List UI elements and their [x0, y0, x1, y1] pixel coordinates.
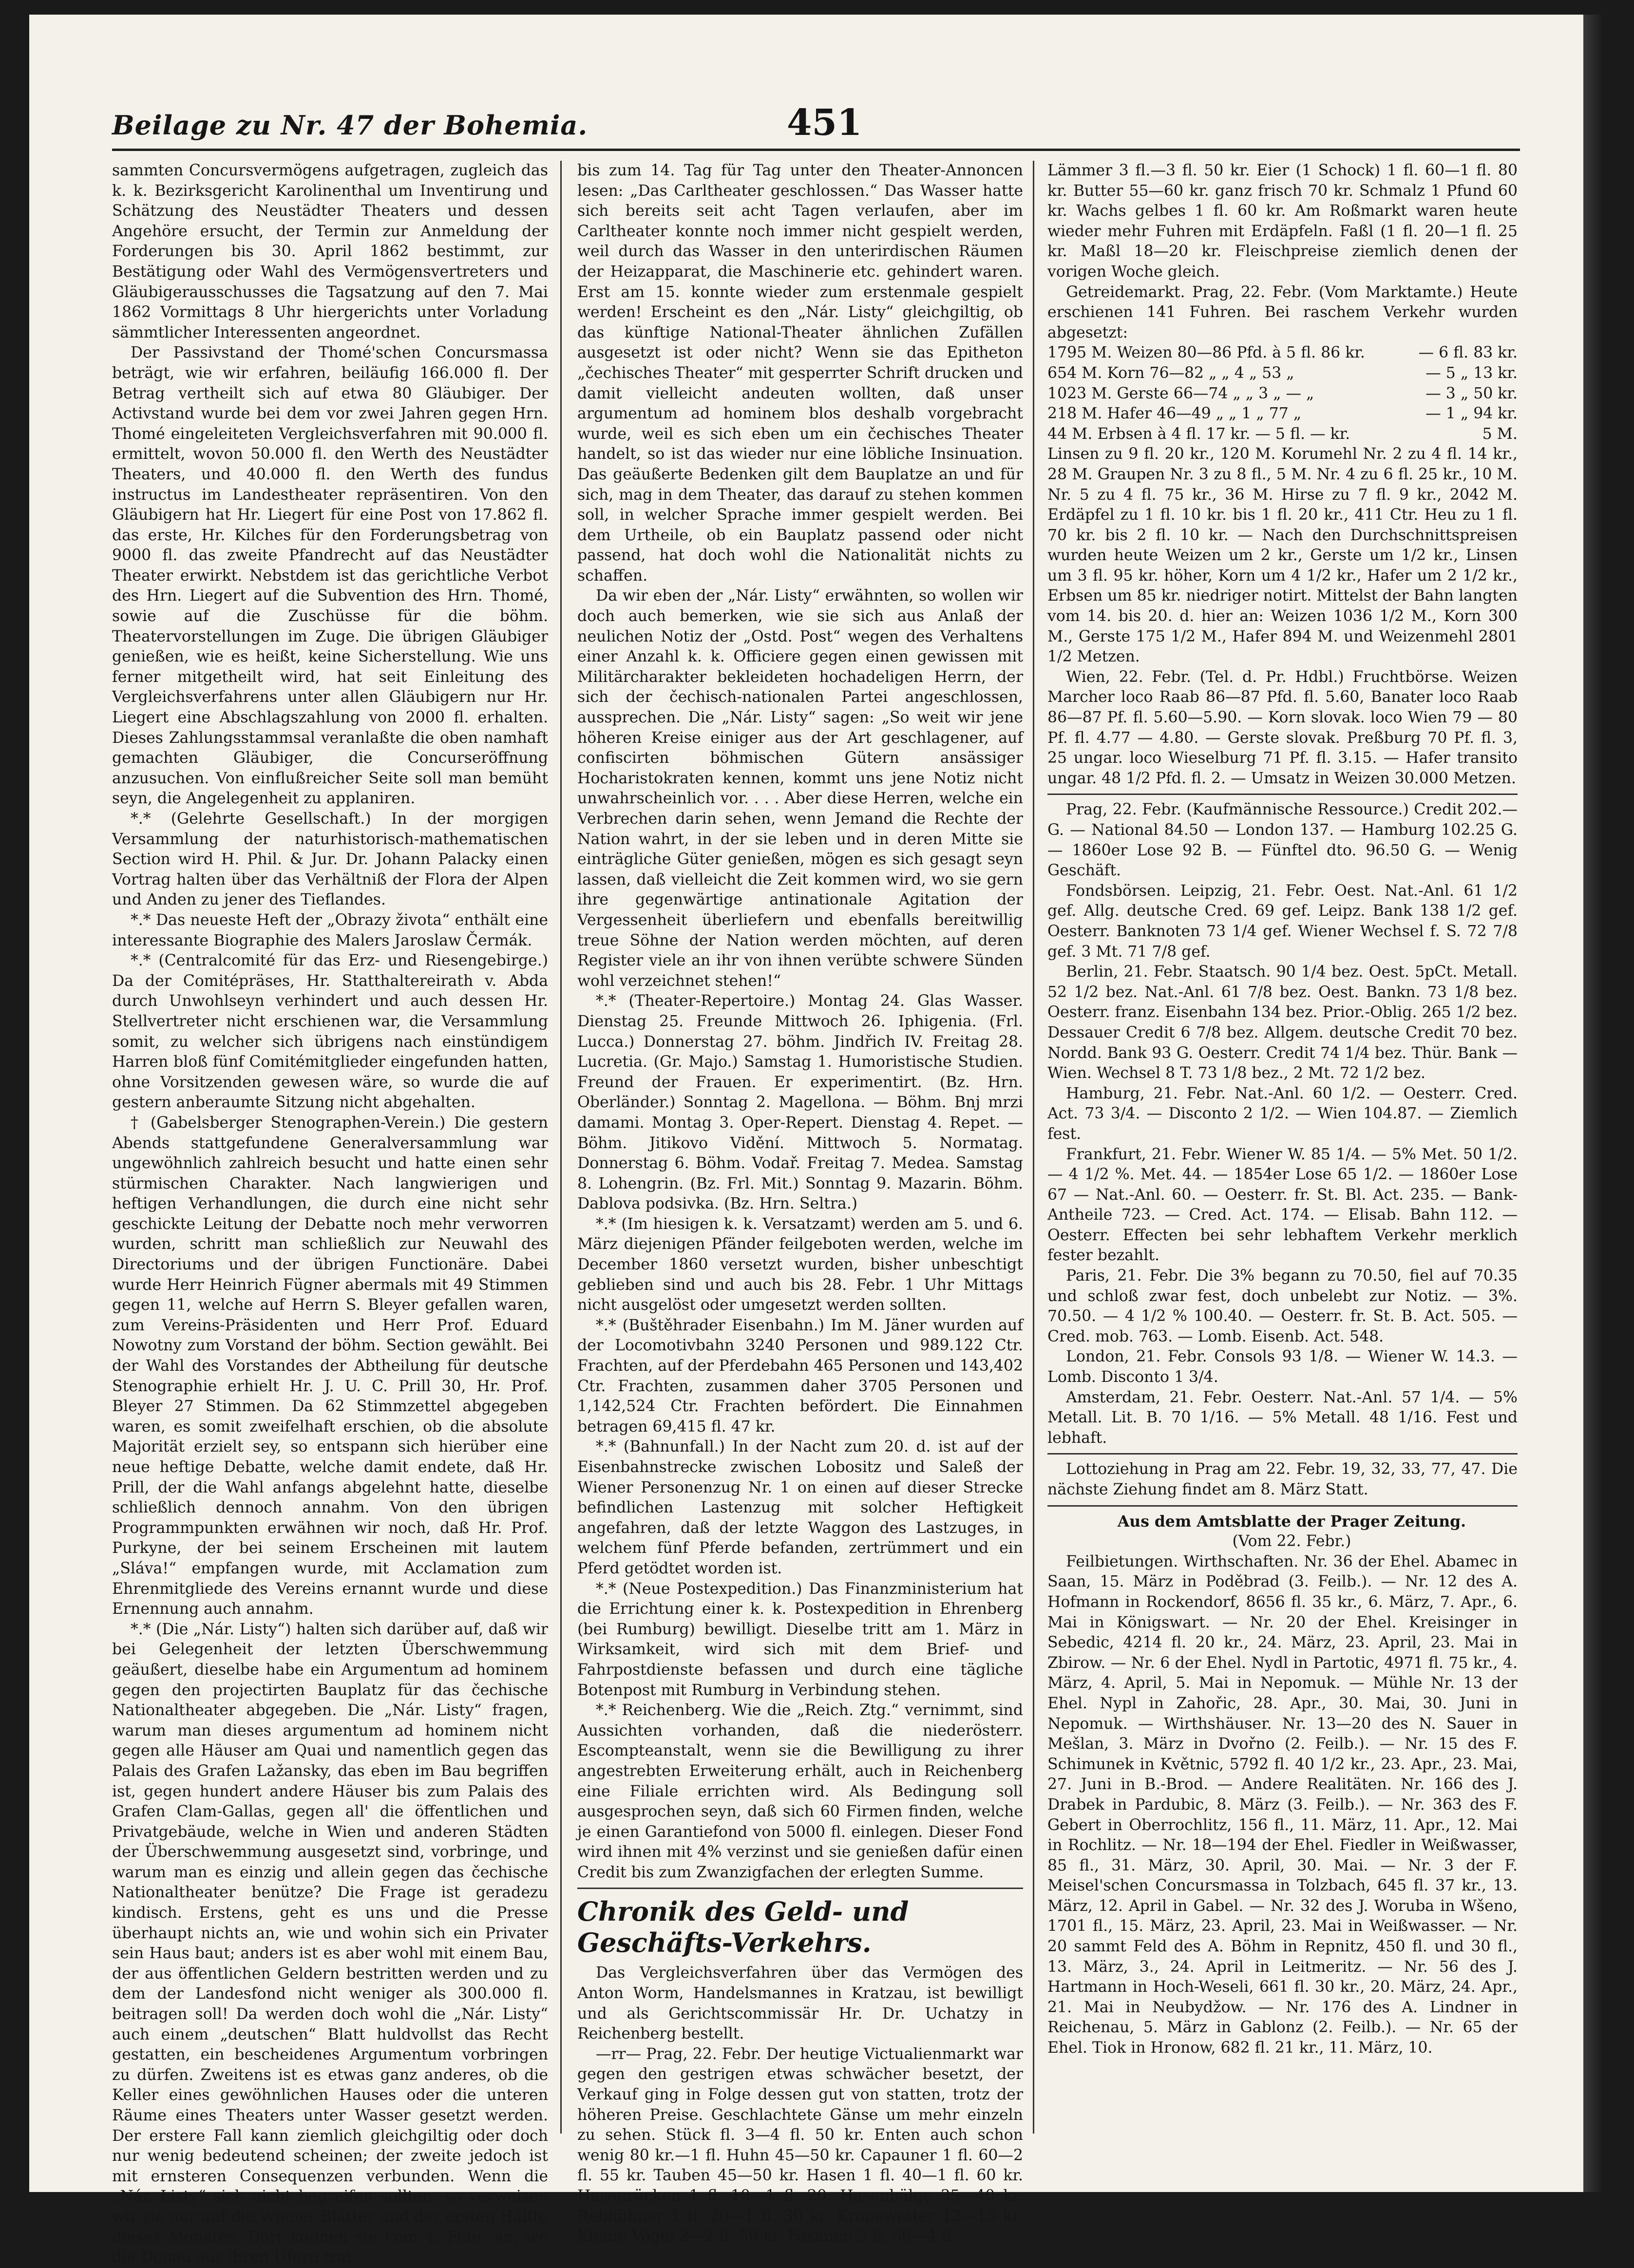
article-paragraph: Paris, 21. Febr. Die 3% begann zu 70.50, fiel auf 70.35 und schloß zwar fest, doch unbelebt zur Notiz. — 3%. 70.50. — 4 1/2 % 100.40. — Oesterr. fr. St. B. Act. 505. — Cred. mob. 763. — Lomb. Eisenb. Act. 548.	[1047, 1267, 1518, 1345]
article-paragraph: Lämmer 3 fl.—3 fl. 50 kr. Eier (1 Schock) 1 fl. 60—1 fl. 80 kr. Butter 55—60 kr. ganz frisch 70 kr. Schmalz 1 Pfund 60 kr. Wachs gelbes 1 fl. 60 kr. Am Roßmarkt waren heute wieder mehr Fuhren mit Erdäpfeln. Faßl (1 fl. 20—1 fl. 25 kr. Maßl 18—20 kr. Fleischpreise ziemlich denen der vorigen Woche gleich.	[1047, 162, 1518, 281]
article-paragraph: *.* (Buštěhrader Eisenbahn.) Im M. Jäner wurden auf der Locomotivbahn 3240 Personen und 989.122 Ctr. Frachten, auf der Pferdebahn 465 Personen und 143,402 Ctr. Frachten, zusammen daher 3705 Personen und 1,142,524 Ctr. Frachten befördert. Die Einnahmen betragen 69,415 fl. 47 kr.	[577, 1316, 1023, 1436]
article-paragraph: Feilbietungen. Wirthschaften. Nr. 36 der Ehel. Abamec in Saan, 15. März in Poděbrad (3. Feilb.). — Nr. 12 des A. Hofmann in Rockendorf, 8656 fl. 35 kr., 6. März, 7. Apr., 6. Mai in Königswart. — Nr. 20 der Ehel. Kreisinger in Sebedic, 4214 fl. 20 kr., 24. März, 23. April, 23. Mai in Zbirow. — Nr. 6 der Ehel. Nydl in Partotic, 4971 fl. 75 kr., 4. März, 4. April, 5. Mai in Nepomuk. — Mühle Nr. 13 der Ehel. Nypl in Zahořic, 28. Apr., 30. Mai, 30. Juni in Nepomuk. — Wirthshäuser. Nr. 13—20 des N. Sauer in Mešlan, 3. März in Dvořno (2. Feilb.). — Nr. 15 des F. Schimunek in Květnic, 5792 fl. 40 1/2 kr., 23. Apr., 23. Mai, 27. Juni in B.-Brod. — Andere Realitäten. Nr. 166 des J. Drabek in Pardubic, 8. März (3. Feilb.). — Nr. 363 des F. Gebert in Oberrochlitz, 156 fl., 11. März, 11. Apr., 12. Mai in Rochlitz. — Nr. 18—194 der Ehel. Fiedler in Weißwasser, 85 fl., 31. März, 30. April, 30. Mai. — Nr. 3 der F. Meisel'schen Concursmassa in Tolzbach, 645 fl. 37 kr., 13. März, 12. April in Gabel. — Nr. 32 des J. Woruba in Wšeno, 1701 fl., 15. März, 23. April, 23. Mai in Weißwasser. — Nr. 20 sammt Feld des A. Böhm in Repnitz, 450 fl. und 30 fl., 13. März, 3., 24. April in Leitmeritz. — Nr. 56 des J. Hartmann in Hoch-Weseli, 661 fl. 30 kr., 20. März, 24. Apr., 21. Mai in Neubydžow. — Nr. 176 des A. Lindner in Reichenau, 5. März in Gablonz (2. Feilb.). — Nr. 65 der Ehel. Tiok in Hronow, 682 fl. 21 kr., 11. März, 10.	[1047, 1552, 1518, 2057]
page-edge-shadow	[1583, 15, 1603, 2192]
section-title: Chronik des Geld- und Geschäfts-Verkehrs.	[577, 1896, 909, 1959]
article-paragraph: —rr— Prag, 22. Febr. Der heutige Victualienmarkt war gegen den gestrigen etwas schwächer besetzt, der Verkauf ging in Folge dessen gut von statten, trotz der höheren Preise. Geschlachtete Gänse um mehr einzeln zu sehen. Stück fl. 3—4 fl. 50 kr. Enten auch schon wenig 80 kr.—1 fl. Huhn 45—50 kr. Capauner 1 fl. 60—2 fl. 55 kr. Tauben 45—50 kr. Hasen 1 fl. 40—1 fl. 60 kr. Hasenrücken 1 fl. 10—1 fl. 20. Hasenbälge 35—40 kr. Rebhühner 1 fl. 20—1 fl. 30 kr. Kronewetter 12—15 kr. Kleine Vögel 2—2 fl. 50 kr. Fasanen 3 fl. 50—4 fl.	[577, 2045, 1023, 2246]
table-row	[1047, 363, 1518, 384]
section-divider	[1047, 1453, 1518, 1455]
article-paragraph: Wien, 22. Febr. (Tel. d. Pr. Hdbl.) Fruchtbörse. Weizen Marcher loco Raab 86—87 Pfd. fl. 5.60, Banater loco Raab 86—87 Pf. fl. 5.60—5.90. — Korn slovak. loco Wien 79 — 80 Pf. fl. 4.77 — 4.80. — Gerste slovak. Preßburg 70 Pf. fl. 3, 25 ungar. loco Wieselburg 71 Pf. fl. 3.15. — Hafer transito ungar. 48 1/2 Pfd. fl. 2. — Umsatz in Weizen 30.000 Metzen.	[1047, 668, 1518, 787]
column-rule	[1033, 161, 1034, 2134]
article-paragraph: London, 21. Febr. Consols 93 1/8. — Wiener W. 14.3. — Lomb. Disconto 1 3/4.	[1047, 1348, 1518, 1386]
article-paragraph: Da wir eben der „Nár. Listy“ erwähnten, so wollen wir doch auch bemerken, wie sie sich aus Anlaß der neulichen Notiz der „Ostd. Post“ wegen des Verhaltens einer Anzahl k. k. Officiere gegen einen gewissen mit Militärcharakter bekleideten hochadeligen Herrn, der sich der čechisch-nationalen Partei angeschlossen, aussprechen. Die „Nár. Listy“ sagen: „So weit wir jene höheren Kreise einiger aus der Art geschlagener, auf confiscirten böhmischen Gütern ansässiger Hocharistokraten kennen, kommt uns jene Notiz nicht unwahrscheinlich vor. . . . Aber diese Herren, welche ein Verbrechen darin sehen, wenn Jemand die Rechte der Nation wahrt, in der sie leben und in deren Mitte sie einträgliche Güter genießen, mögen es sich gesagt seyn lassen, daß vielleicht die Zeit kommen wird, wo sie gern ihre gegenwärtige antinationale Agitation der Vergessenheit überliefern und ebenfalls bereitwillig treue Söhne der Nation werden möchten, auf deren Register viele an ihr von ihnen verübte schwere Sünden wohl verzeichnet stehen!“	[577, 587, 1023, 990]
running-head: Beilage zu Nr. 47 der Bohemia.	[112, 110, 588, 141]
article-paragraph: sammten Concursvermögens aufgetragen, zugleich das k. k. Bezirksgericht Karolinenthal um Inventirung und Schätzung des Neustädter Theaters und dessen Angehöre ersucht, der Termin zur Anmeldung der Forderungen bis 30. April 1862 bestimmt, zur Bestätigung oder Wahl des Vermögensvertreters und Gläubigerausschusses die Tagsatzung auf den 7. Mai 1862 Vormittags 8 Uhr hiergerichts unter Vorladung sämmtlicher Interessenten angeordnet.	[112, 162, 548, 341]
table-row	[1047, 424, 1518, 445]
grain-row-left: 654 M. Korn 76—82 „ „ 4 „ 53 „	[1047, 364, 1294, 382]
grain-row-right: — 6 fl. 83 kr.	[1418, 344, 1518, 362]
grain-row-left: 1795 M. Weizen 80—86 Pfd. à 5 fl. 86 kr.	[1047, 344, 1365, 362]
grain-price-table	[1047, 343, 1518, 444]
lotto-notice: Lottoziehung in Prag am 22. Febr. 19, 32, 33, 77, 47. Die nächste Ziehung findet am 8. März Statt.	[1047, 1460, 1518, 1498]
amtsblatt-title: Aus dem Amtsblatte der Prager Zeitung.	[1117, 1512, 1466, 1531]
grain-row-right: 5 M.	[1482, 425, 1518, 443]
section-divider	[577, 1888, 1023, 1889]
section-divider	[1047, 1505, 1518, 1507]
article-paragraph: Fondsbörsen. Leipzig, 21. Febr. Oest. Nat.-Anl. 61 1/2 gef. Allg. deutsche Cred. 69 gef. Leipz. Bank 138 1/2 gef. Oesterr. Banknoten 73 1/4 gef. Wiener Wechsel f. S. 72 7/8 gef. 3 Mt. 71 7/8 gef.	[1047, 882, 1518, 961]
article-paragraph: Linsen zu 9 fl. 20 kr., 120 M. Korumehl Nr. 2 zu 4 fl. 14 kr., 28 M. Graupen Nr. 3 zu 8 fl., 5 M. Nr. 4 zu 6 fl. 25 kr., 10 M. Nr. 5 zu 4 fl. 75 kr., 36 M. Hirse zu 7 fl. 9 kr., 2042 M. Erdäpfel zu 1 fl. 10 kr. bis 1 fl. 20 kr., 411 Ctr. Heu zu 1 fl. 70 kr. bis 2 fl. 10 kr. — Nach den Durchschnittspreisen wurden heute Weizen um 2 kr., Gerste um 1/2 kr., Linsen um 3 fl. 95 kr. höher, Korn um 4 1/2 kr., Hafer um 2 1/2 kr., Erbsen um 85 kr. niedriger notirt. Mittelst der Bahn langten vom 14. bis 20. d. hier an: Weizen 1036 1/2 M., Korn 300 M., Gerste 175 1/2 M., Hafer 894 M. und Weizenmehl 2801 1/2 Metzen.	[1047, 445, 1518, 666]
article-paragraph: *.* (Centralcomité für das Erz- und Riesengebirge.) Da der Comitépräses, Hr. Statthaltereirath v. Abda durch Unwohlseyn verhindert und auch dessen Hr. Stellvertreter nicht erschienen war, die Versammlung somit, zu welcher sich übrigens nach einstündigem Harren bloß fünf Comitémitglieder eingefunden hatten, ohne Vorsitzenden gewesen wäre, so wurde die auf gestern anberaumte Sitzung nicht abgehalten.	[112, 952, 548, 1112]
article-paragraph: Der Passivstand der Thomé'schen Concursmassa beträgt, wie wir erfahren, beiläufig 166.000 fl. Der Betrag vertheilt sich auf etwa 80 Gläubiger. Der Activstand wurde bei dem vor zwei Jahren gegen Hrn. Thomé eingeleiteten Vergleichsverfahren mit 90.000 fl. ermittelt, wovon 50.000 fl. den Werth des Neustädter Theaters, und 40.000 fl. den Werth des fundus instructus im Landestheater repräsentiren. Von den Gläubigern hat Hr. Liegert für eine Post von 17.862 fl. das erste, Hr. Kilches für den Forderungsbetrag von 9000 fl. das zweite Pfandrecht auf das Neustädter Theater erwirkt. Nebstdem ist das gerichtliche Verbot des Hrn. Liegert auf die Subvention des Hrn. Thomé, sowie auf die Zuschüsse für die böhm. Theatervorstellungen im Zuge. Die übrigen Gläubiger genießen, wie es heißt, keine Sicherstellung. Wie uns ferner mitgetheilt wird, hat seit Einleitung des Vergleichsverfahrens unter allen Gläubigern nur Hr. Liegert eine Abschlagszahlung von 2000 fl. erhalten. Dieses Zahlungsstammsal veranlaßte die oben namhaft gemachten Gläubiger, die Concurseröffnung anzusuchen. Von einflußreicher Seite soll man bemüht seyn, die Angelegenheit zu applaniren.	[112, 344, 548, 808]
article-paragraph: † (Gabelsberger Stenographen-Verein.) Die gestern Abends stattgefundene Generalversammlung war ungewöhnlich zahlreich besucht und hatte einen sehr stürmischen Charakter. Nach langwierigen und heftigen Verhandlungen, die durch eine nicht sehr geschickte Leitung der Debatte noch mehr verworren wurden, schritt man schließlich zur Neuwahl des Directoriums und der übrigen Functionäre. Dabei wurde Herr Heinrich Fügner abermals mit 49 Stimmen gegen 11, welche auf Herrn S. Bleyer gefallen waren, zum Vereins-Präsidenten und Herr Prof. Eduard Nowotny zum Vorstand der böhm. Section gewählt. Bei der Wahl des Vorstandes der Abtheilung für deutsche Stenographie erhielt Hr. J. U. C. Prill 30, Hr. Prof. Bleyer 27 Stimmen. Da 62 Stimmzettel abgegeben waren, es somit zweifelhaft erschien, ob die absolute Majorität erzielt sey, so entspann sich hierüber eine neue heftige Debatte, welche damit endete, daß Hr. Prill, der die Wahl anfangs abgelehnt hatte, dieselbe schließlich dennoch annahm. Von den übrigen Programmpunkten erwähnen wir noch, daß Hr. Prof. Purkyne, der bei seinem Erscheinen mit lautem „Sláva!“ empfangen wurde, mit Acclamation zum Ehrenmitgliede des Vereins ernannt wurde und diese Ernennung auch annahm.	[112, 1114, 548, 1618]
article-paragraph: *.* (Die „Nár. Listy“) halten sich darüber auf, daß wir bei Gelegenheit der letzten Überschwemmung geäußert, dieselbe habe ein Argumentum ad hominem gegen den projectirten Bauplatz für das čechische Nationaltheater abgegeben. Die „Nár. Listy“ fragen, warum man dieses argumentum ad hominem nicht gegen alle Häuser am Quai und namentlich gegen das Palais des Grafen Lažansky, das eben im Bau begriffen ist, gegen hundert andere Häuser bis zum Palais des Grafen Clam-Gallas, gegen all' die öffentlichen und Privatgebäude, welche in Wien und anderen Städten der Überschwemmung ausgesetzt sind, vorbringe, und warum man es einzig und allein gegen das čechische Nationaltheater benütze? Die Frage ist geradezu kindisch. Erstens, geht es uns und die Presse überhaupt nichts an, wie und wohin sich ein Privater sein Haus baut; anders ist es aber wohl mit einem Bau, der aus öffentlichen Geldern bestritten werden und zu dem der Landesfond nicht weniger als 300.000 fl. beitragen soll! Da werden doch wohl die „Nár. Listy“ auch einem „deutschen“ Blatt huldvollst das Recht gestatten, ein bescheidenes Argumentum vorbringen zu dürfen. Zweitens ist es etwas ganz anderes, ob die Keller eines gewöhnlichen Hauses oder die unteren Räume eines Theaters unter Wasser gesetzt werden. Der erstere Fall kann ziemlich gleichgiltig oder doch nur wenig bedeutend scheinen; der zweite jedoch ist mit ernsteren Consequenzen verbunden. Wenn die „Nár. Listy“ sich nicht begreifen sollten, so verweisen wir sie nur auf die Wiener Blätter und der ersten Hälfte dieses Monates. Dort können sie vom 4. Febr. an, wo die Donau aus ihren Ufern trat,	[112, 1620, 548, 2267]
column-1	[112, 161, 548, 2267]
article-paragraph: *.* (Theater-Repertoire.) Montag 24. Glas Wasser. Dienstag 25. Freunde Mittwoch 26. Iphigenia. (Frl. Lucca.) Donnerstag 27. böhm. Jindřich IV. Freitag 28. Lucretia. (Gr. Majo.) Samstag 1. Humoristische Studien. Freund der Frauen. Er experimentirt. (Bz. Hrn. Oberländer.) Sonntag 2. Magellona. — Böhm. Bnj mrzi damami. Montag 3. Oper-Repert. Dienstag 4. Repet. — Böhm. Jitikovo Vidění. Mittwoch 5. Normatag. Donnerstag 6. Böhm. Vodař. Freitag 7. Medea. Samstag 8. Lohengrin. (Bz. Frl. Mit.) Sonntag 9. Mazarin. Böhm. Dablova podsivka. (Bz. Hrn. Seltra.)	[577, 992, 1023, 1213]
article-paragraph: bis zum 14. Tag für Tag unter den Theater-Annoncen lesen: „Das Carltheater geschlossen.“ Das Wasser hatte sich bereits seit acht Tagen verlaufen, aber im Carltheater konnte noch immer nicht gespielt werden, weil durch das Wasser in den unterirdischen Räumen der Heizapparat, die Maschinerie etc. gehindert waren. Erst am 15. konnte wieder zum erstenmale gespielt werden! Erscheint es den „Nár. Listy“ gleichgiltig, ob das künftige National-Theater ähnlichen Zufällen ausgesetzt ist oder nicht? Wenn sie das Epitheton „čechisches Theater“ mit gesperrter Schrift drucken und damit vielleicht andeuten wollten, daß unser argumentum ad hominem blos deshalb vorgebracht wurde, weil es sich eben um ein čechisches Theater handelt, so ist das wieder nur eine löbliche Insinuation. Das geäußerte Bedenken gilt dem Bauplatze an und für sich, mag in dem Theater, das darauf zu stehen kommen soll, in welcher Sprache immer gespielt werden. Bei dem Urtheile, ob ein Bauplatz passend oder nicht passend, hat doch wohl die Nationalität nichts zu schaffen.	[577, 162, 1023, 585]
grain-row-right: — 1 „ 94 kr.	[1425, 405, 1518, 423]
article-paragraph: *.* Das neueste Heft der „Obrazy života“ enthält eine interessante Biographie des Malers Jaroslaw Čermák.	[112, 911, 548, 949]
grain-row-right: — 3 „ 50 kr.	[1425, 384, 1518, 402]
article-paragraph: *.* Reichenberg. Wie die „Reich. Ztg.“ vernimmt, sind Aussichten vorhanden, daß die niederösterr. Escompteanstalt, wenn sie die Bewilligung zu ihrer angestrebten Erweiterung erhält, auch in Reichenberg eine Filiale errichten wird. Als Bedingung soll ausgesprochen seyn, daß sich 60 Firmen finden, welche je einen Garantiefond von 5000 fl. einlegen. Dieser Fond wird ihnen mit 4% verzinst und sie genießen dafür einen Credit bis zum Zwanzigfachen der erlegten Summe.	[577, 1701, 1023, 1881]
article-paragraph: *.* (Gelehrte Gesellschaft.) In der morgigen Versammlung der naturhistorisch-mathematischen Section wird H. Phil. & Jur. Dr. Johann Palacky einen Vortrag halten über das Verhältniß der Flora der Alpen und Anden zu jener des Tieflandes.	[112, 810, 548, 909]
page-number: 451	[787, 102, 862, 144]
article-paragraph: *.* (Neue Postexpedition.) Das Finanzministerium hat die Errichtung einer k. k. Postexpedition in Ehrenberg (bei Rumburg) bewilligt. Dieselbe tritt am 1. März in Wirksamkeit, wird sich mit dem Brief- und Fahrpostdienste befassen und durch eine tägliche Botenpost mit Rumburg in Verbindung stehen.	[577, 1580, 1023, 1699]
grain-row-left: 44 M. Erbsen à 4 fl. 17 kr. — 5 fl. — kr.	[1047, 425, 1350, 443]
article-paragraph: *.* (Bahnunfall.) In der Nacht zum 20. d. ist auf der Eisenbahnstrecke zwischen Lobositz und Saleß der Wiener Personenzug Nr. 1 on einen auf dieser Strecke befindlichen Lastenzug mit solcher Heftigkeit angefahren, daß der letzte Waggon des Lastzuges, in welchem fünf Pferde befanden, zertrümmert und ein Pferd getödtet worden ist.	[577, 1438, 1023, 1577]
grain-row-left: 218 M. Hafer 46—49 „ „ 1 „ 77 „	[1047, 405, 1302, 423]
article-paragraph: Getreidemarkt. Prag, 22. Febr. (Vom Marktamte.) Heute erschienen 141 Fuhren. Bei raschem Verkehr wurden abgesetzt:	[1047, 283, 1518, 341]
page-header	[112, 102, 1520, 151]
section-divider	[1047, 794, 1518, 795]
article-paragraph: Berlin, 21. Febr. Staatsch. 90 1/4 bez. Oest. 5pCt. Metall. 52 1/2 bez. Nat.-Anl. 61 7/8 bez. Oest. Bankn. 73 1/8 bez. Oesterr. franz. Eisenbahn 134 bez. Prior.-Oblig. 265 1/2 bez. Dessauer Credit 6 7/8 bez. Allgem. deutsche Credit 70 bez. Nordd. Bank 93 G. Oesterr. Credit 74 1/4 bez. Thür. Bank — Wien. Wechsel 8 T. 73 1/8 bez., 2 Mt. 72 1/2 bez.	[1047, 963, 1518, 1082]
grain-row-left: 1023 M. Gerste 66—74 „ „ 3 „ — „	[1047, 384, 1314, 402]
column-rule	[560, 161, 562, 2134]
column-3	[1047, 161, 1518, 2134]
article-paragraph: Das Vergleichsverfahren über das Vermögen des Anton Worm, Handelsmannes in Kratzau, ist bewilligt und als Gerichtscommissär Hr. Dr. Uchatzy in Reichenberg bestellt.	[577, 1964, 1023, 2043]
column-2	[577, 161, 1023, 2246]
article-paragraph: Hamburg, 21. Febr. Nat.-Anl. 60 1/2. — Oesterr. Cred. Act. 73 3/4. — Disconto 2 1/2. — Wien 104.87. — Ziemlich fest.	[1047, 1084, 1518, 1143]
article-paragraph: Frankfurt, 21. Febr. Wiener W. 85 1/4. — 5% Met. 50 1/2. — 4 1/2 %. Met. 44. — 1854er Lose 65 1/2. — 1860er Lose 67 — Nat.-Anl. 60. — Oesterr. fr. St. Bl. Act. 235. — Bank-Antheile 723. — Cred. Act. 174. — Elisab. Bahn 112. — Oesterr. Effecten bei sehr lebhaftem Verkehr merklich fester bezahlt.	[1047, 1145, 1518, 1265]
article-paragraph: Amsterdam, 21. Febr. Oesterr. Nat.-Anl. 57 1/4. — 5% Metall. Lit. B. 70 1/16. — 5% Metall. 48 1/16. Fest und lebhaft.	[1047, 1388, 1518, 1447]
article-paragraph: *.* (Im hiesigen k. k. Versatzamt) werden am 5. und 6. März diejenigen Pfänder feilgeboten werden, welche im December 1860 versetzt wurden, bisher unbeschtigt geblieben sind und auch bis 28. Febr. 1 Uhr Mittags nicht ausgelöst oder umgesetzt werden sollten.	[577, 1215, 1023, 1314]
table-row	[1047, 343, 1518, 363]
amtsblatt-subtitle: (Vom 22. Febr.)	[1232, 1532, 1351, 1550]
table-row	[1047, 384, 1518, 404]
table-row	[1047, 404, 1518, 424]
article-paragraph: Prag, 22. Febr. (Kaufmännische Ressource.) Credit 202.— G. — National 84.50 — London 137. — Hamburg 102.25 G. — 1860er Lose 92 B. — Fünftel dto. 96.50 G. — Wenig Geschäft.	[1047, 801, 1518, 880]
grain-row-right: — 5 „ 13 kr.	[1425, 364, 1518, 382]
